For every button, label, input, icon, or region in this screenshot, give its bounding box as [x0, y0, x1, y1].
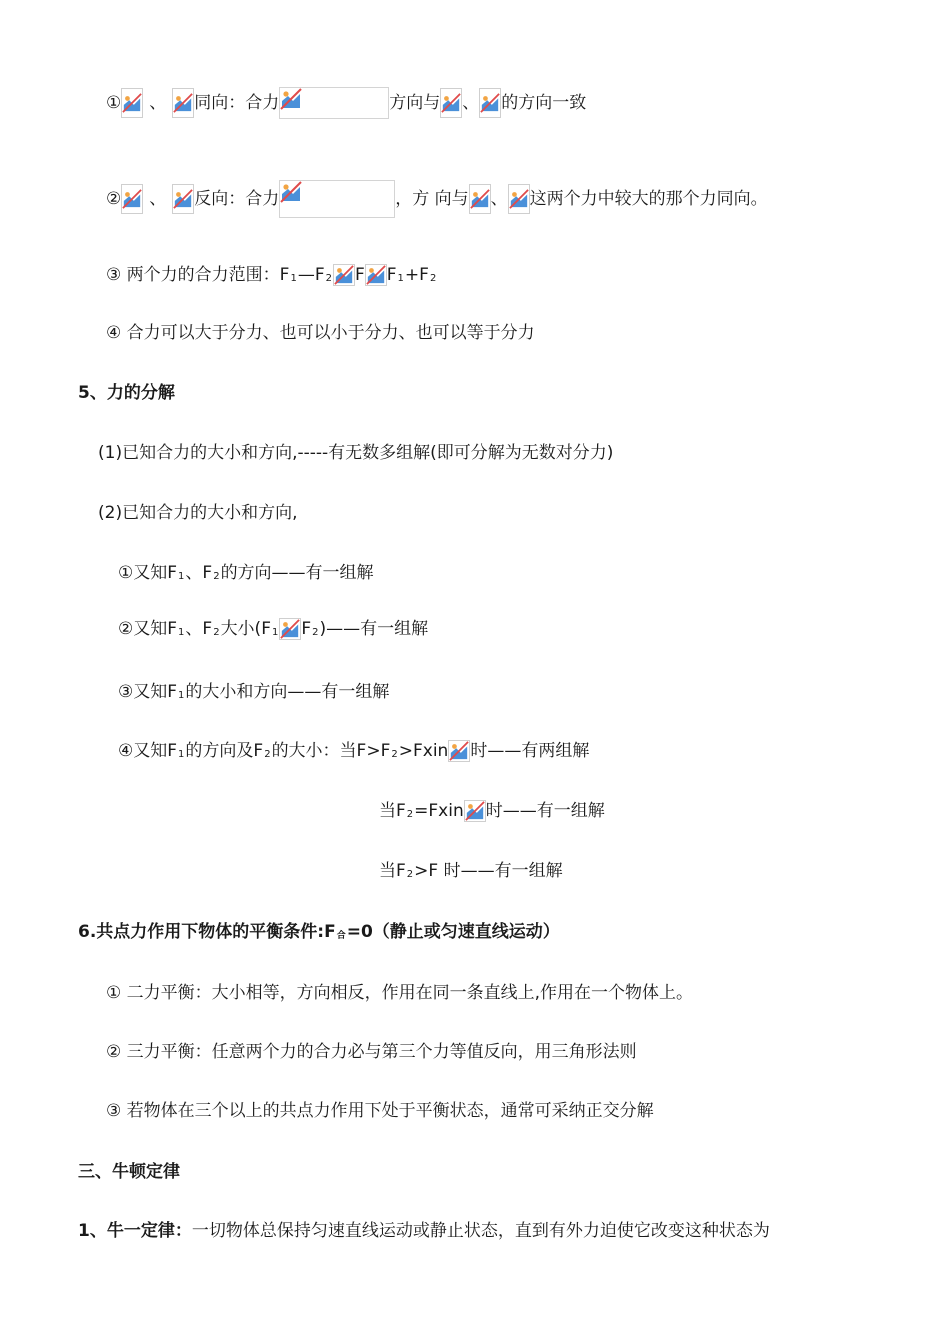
broken-image-icon [279, 618, 301, 640]
subscript: 2 [264, 749, 271, 760]
section-heading-equilibrium [78, 920, 560, 944]
broken-image-icon [121, 184, 143, 214]
text: 、F [185, 563, 213, 583]
broken-image-icon [440, 88, 462, 118]
broken-image-icon [479, 88, 501, 118]
subscript: 2 [391, 749, 398, 760]
para-1 [98, 441, 613, 465]
text: 当F [379, 861, 406, 881]
broken-image-icon [365, 264, 387, 286]
text: ④又知F [118, 741, 178, 761]
text: 同向：合力 [194, 93, 280, 113]
text: 的方向——有一组解 [220, 563, 374, 583]
text: 当F [379, 801, 406, 821]
text: =Fxin [414, 801, 464, 821]
text: )——有一组解 [319, 619, 429, 639]
line-opposite-direction [106, 180, 768, 218]
heading-text: =0（静止或匀速直线运动） [346, 922, 560, 942]
text: (2)已知合力的大小和方向, [98, 503, 298, 523]
text: 方向与 [389, 93, 441, 113]
separator: 、 [462, 93, 480, 113]
broken-image-icon [172, 184, 194, 214]
text: ，方 向与 [395, 189, 469, 209]
newton-first-law [78, 1219, 770, 1243]
image-placeholder-box [279, 180, 395, 218]
circled-number: ② [106, 189, 122, 209]
broken-image-icon [508, 184, 530, 214]
broken-image-icon [121, 88, 143, 118]
broken-image-icon [464, 800, 486, 822]
subscript: 1 [178, 749, 185, 760]
text: F [354, 265, 365, 285]
subscript: 2 [429, 273, 437, 284]
text: 反向：合力 [194, 189, 280, 209]
subscript: 2 [213, 627, 220, 638]
label: 1、牛一定律： [78, 1221, 192, 1241]
subscript: 2 [312, 627, 319, 638]
subscript: 1 [178, 627, 185, 638]
broken-image-icon [172, 88, 194, 118]
line-resultant-compare [106, 321, 535, 345]
text: ③又知F [118, 682, 178, 702]
case-3 [118, 680, 389, 704]
line-same-direction [106, 87, 586, 119]
text: ②又知F [118, 619, 178, 639]
text: >Fxin [398, 741, 449, 761]
subscript: 1 [178, 571, 185, 582]
case-4c [379, 859, 563, 883]
broken-image-icon [333, 264, 355, 286]
subscript: 1 [178, 690, 185, 701]
text: 的方向及F [185, 741, 264, 761]
equilibrium-1 [106, 981, 693, 1005]
equilibrium-3 [106, 1099, 654, 1123]
subscript: 2 [406, 869, 414, 880]
text: ①又知F [118, 563, 178, 583]
text: >F 时——有一组解 [414, 861, 563, 881]
text: ① 二力平衡：大小相等，方向相反，作用在同一条直线上,作用在一个物体上。 [106, 983, 694, 1003]
text: +F [404, 265, 429, 285]
text: 、F [185, 619, 213, 639]
section-heading-decomposition [78, 381, 175, 405]
para-2 [98, 501, 297, 525]
text: —F [297, 265, 325, 285]
circled-number: ① [106, 93, 122, 113]
image-placeholder-box [279, 87, 389, 119]
text: ② 三力平衡：任意两个力的合力必与第三个力等值反向，用三角形法则 [106, 1042, 637, 1062]
text: F [301, 619, 312, 639]
text: ④ 合力可以大于分力、也可以小于分力、也可以等于分力 [106, 323, 535, 343]
subscript: 1 [271, 627, 279, 638]
text: ③ 若物体在三个以上的共点力作用下处于平衡状态，通常可采纳正交分解 [106, 1101, 654, 1121]
text: 的方向一致 [501, 93, 587, 113]
subscript: 合 [336, 931, 346, 941]
line-resultant-range [106, 263, 437, 287]
case-4 [118, 739, 589, 763]
separator: 、 [149, 189, 167, 209]
subscript: 2 [325, 273, 332, 284]
heading-text: 5、力的分解 [78, 383, 175, 403]
equilibrium-2 [106, 1040, 637, 1064]
separator: 、 [149, 93, 167, 113]
case-1 [118, 561, 374, 585]
case-4b [379, 799, 605, 823]
broken-image-icon [469, 184, 491, 214]
text: (1)已知合力的大小和方向,-----有无数多组解(即可分解为无数对分力) [98, 443, 614, 463]
case-2 [118, 617, 428, 641]
text: 一切物体总保持匀速直线运动或静止状态，直到有外力迫使它改变这种状态为 [191, 1221, 770, 1241]
text: 大小(F [220, 619, 271, 639]
text: 的大小和方向——有一组解 [185, 682, 390, 702]
text: 的大小：当F>F [271, 741, 391, 761]
subscript: 2 [213, 571, 220, 582]
separator: 、 [490, 189, 508, 209]
text: ③ 两个力的合力范围：F [106, 265, 290, 285]
heading-text: 三、牛顿定律 [78, 1162, 180, 1182]
subscript: 2 [406, 809, 414, 820]
broken-image-icon [448, 740, 470, 762]
text: 这两个力中较大的那个力同向。 [529, 189, 768, 209]
section-heading-newton [78, 1160, 180, 1184]
broken-image-icon [280, 181, 302, 203]
text: 时——有两组解 [470, 741, 590, 761]
text: 时——有一组解 [485, 801, 605, 821]
text: F [386, 265, 397, 285]
subscript: 1 [290, 273, 297, 284]
heading-text: 6.共点力作用下物体的平衡条件:F [78, 922, 336, 942]
subscript: 1 [397, 273, 404, 284]
broken-image-icon [280, 88, 302, 110]
